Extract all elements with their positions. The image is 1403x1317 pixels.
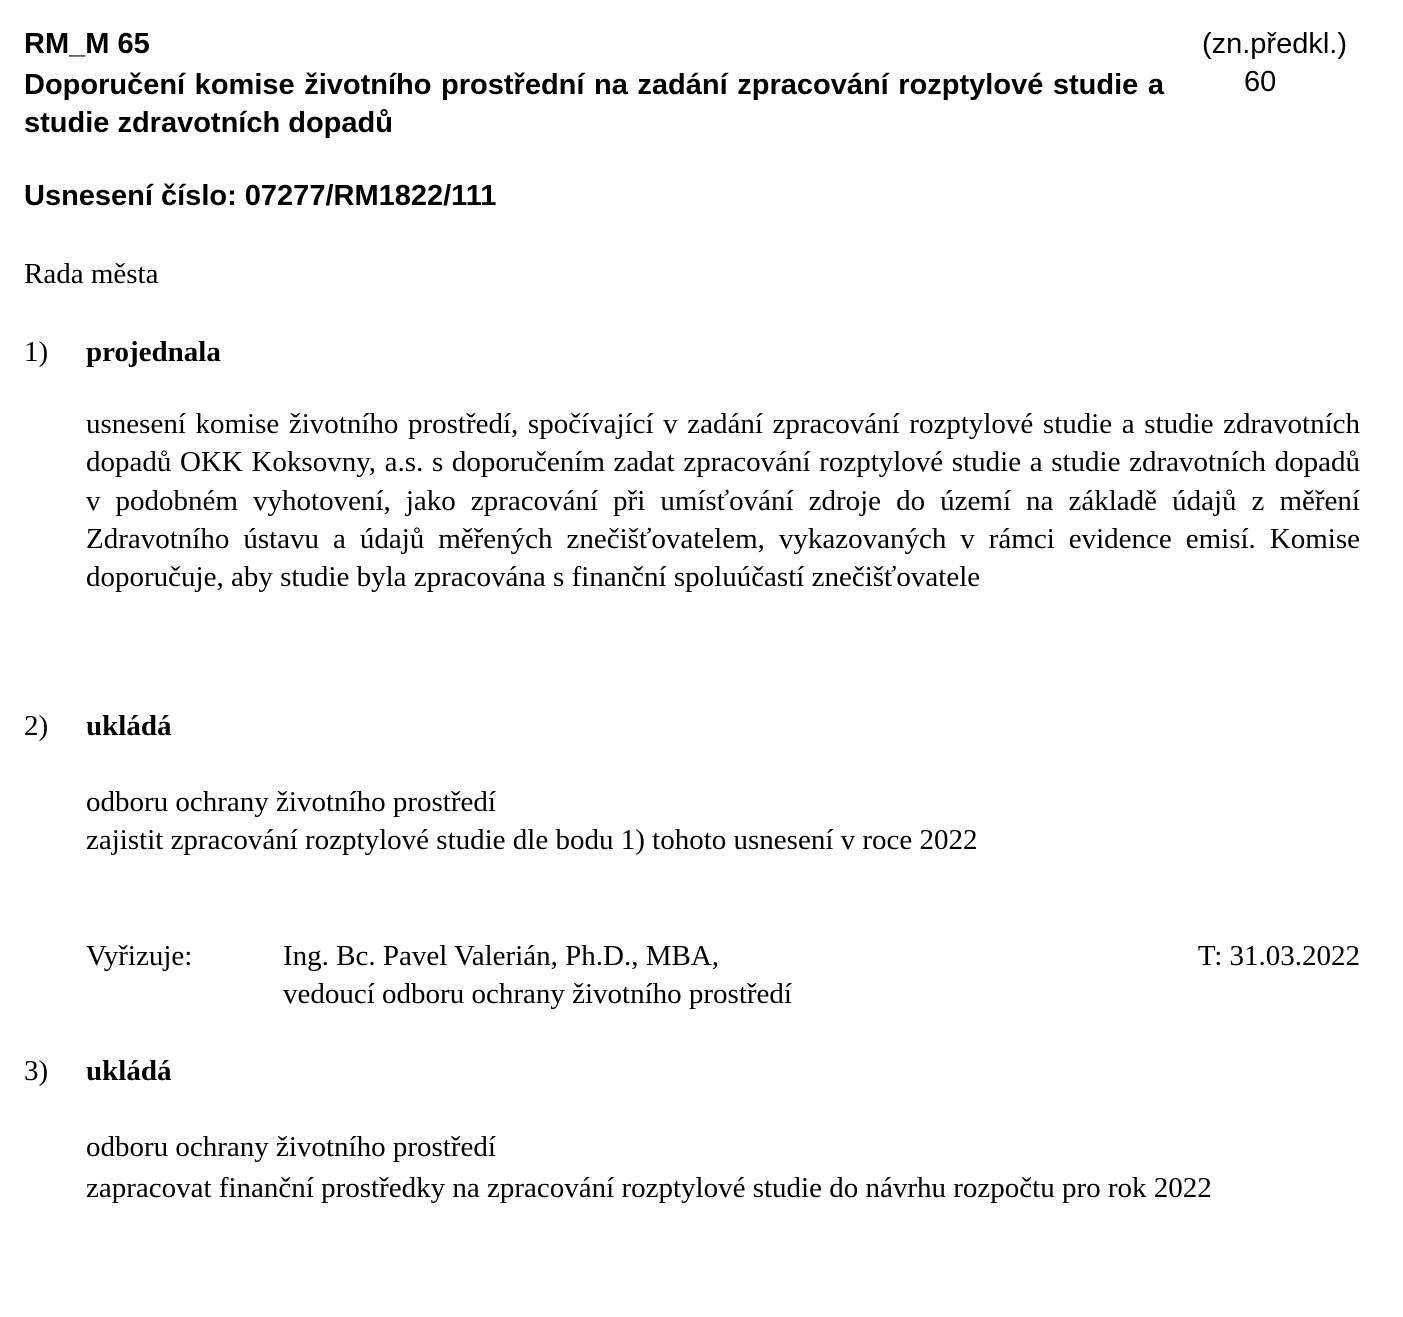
item-2-verb: ukládá [86, 710, 172, 742]
deadline: T: 31.03.2022 [1197, 940, 1360, 972]
item-2-recipient: odboru ochrany životního prostředí [86, 786, 496, 818]
item-2-task: zajistit zpracování rozptylové studie dle bodu 1) tohoto usnesení v roce 2022 [86, 824, 978, 856]
item-1-text: usnesení komise životního prostředí, spočívající v zadání zpracování rozptylové studie a studie zdravotních dopadů OKK Koksovny, a.s. s doporučením zadat zpracování rozptylové studie a studie zdravotních dopadů v podobném vyhotovení, jako zpracování při umísťování zdroje do území na základě údajů z měření Zdravotního ústavu a údajů měřených znečišťovatelem, vykazovaných v rámci evidence emisí. Komise doporučuje, aby studie byla zpracována s finanční spoluúčastí znečišťovatele [86, 408, 1360, 594]
item-1-number: 1) [24, 336, 49, 368]
handler-role: vedoucí odboru ochrany životního prostředí [283, 978, 792, 1010]
item-1-verb: projednala [86, 336, 221, 368]
item-3-number: 3) [24, 1055, 49, 1087]
item-3-recipient: odboru ochrany životního prostředí [86, 1131, 496, 1163]
submitter-label: (zn.předkl.) [1201, 28, 1347, 60]
resolution-number: Usnesení číslo: 07277/RM1822/111 [24, 180, 497, 212]
handler-name: Ing. Bc. Pavel Valerián, Ph.D., MBA, [283, 940, 720, 972]
item-2-number: 2) [24, 710, 49, 742]
submitter-number: 60 [1244, 66, 1277, 98]
council-intro: Rada města [24, 258, 159, 290]
document-title: Doporučení komise životního prostřední na zadání zpracování rozptylové studie a studie zdravotních dopadů [24, 69, 1164, 139]
agenda-code: RM_M 65 [24, 28, 150, 60]
item-3-verb: ukládá [86, 1055, 172, 1087]
handler-label: Vyřizuje: [86, 940, 193, 972]
item-3-task: zapracovat finanční prostředky na zpracování rozptylové studie do návrhu rozpočtu pro rok 2022 [86, 1172, 1212, 1204]
